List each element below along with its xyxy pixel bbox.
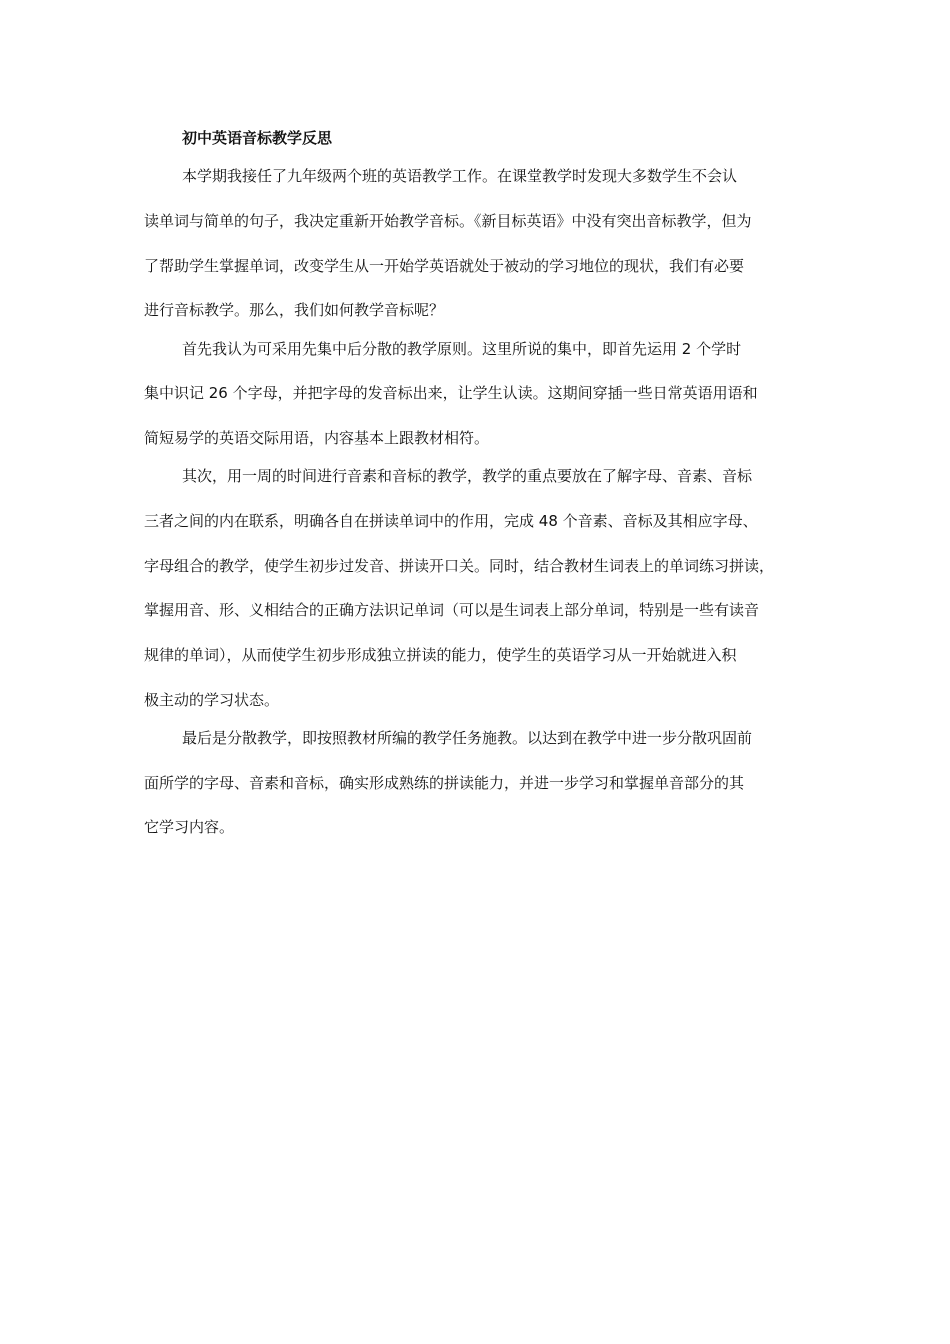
paragraph-4-line-3: 它学习内容。 [144,818,235,836]
paragraph-1-line-3: 了帮助学生掌握单词，改变学生从一开始学英语就处于被动的学习地位的现状，我们有必要 [144,257,745,275]
paragraph-2-line-2: 集中识记 26 个字母，并把字母的发音标出来，让学生认读。这期间穿插一些日常英语用语和 [144,384,758,402]
document-title: 初中英语音标教学反思 [182,129,333,147]
paragraph-1-line-4: 进行音标教学。那么，我们如何教学音标呢？ [144,301,445,319]
paragraph-3-line-2: 三者之间的内在联系，明确各自在拼读单词中的作用，完成 48 个音素、音标及其相应字母、 [144,512,758,530]
paragraph-2-line-3: 简短易学的英语交际用语，内容基本上跟教材相符。 [144,429,490,447]
paragraph-4-line-2: 面所学的字母、音素和音标，确实形成熟练的拼读能力，并进一步学习和掌握单音部分的其 [144,774,745,792]
paragraph-3-line-5: 规律的单词），从而使学生初步形成独立拼读的能力，使学生的英语学习从一开始就进入积 [144,646,737,664]
paragraph-3-line-4: 掌握用音、形、义相结合的正确方法识记单词（可以是生词表上部分单词，特别是一些有读音 [144,601,760,619]
paragraph-3-line-6: 极主动的学习状态。 [144,691,280,709]
paragraph-1-line-2: 读单词与简单的句子，我决定重新开始教学音标。《新目标英语》中没有突出音标教学，但为 [144,212,752,230]
paragraph-4-line-1: 最后是分散教学，即按照教材所编的教学任务施教。以达到在教学中进一步分散巩固前 [182,729,753,747]
paragraph-3-line-3: 字母组合的教学，使学生初步过发音、拼读开口关。同时，结合教材生词表上的单词练习拼读， [144,557,775,575]
paragraph-3-line-1: 其次，用一周的时间进行音素和音标的教学，教学的重点要放在了解字母、音素、音标 [182,467,753,485]
paragraph-1-line-1: 本学期我接任了九年级两个班的英语教学工作。在课堂教学时发现大多数学生不会认 [182,167,738,185]
paragraph-2-line-1: 首先我认为可采用先集中后分散的教学原则。这里所说的集中，即首先运用 2 个学时 [182,340,742,358]
